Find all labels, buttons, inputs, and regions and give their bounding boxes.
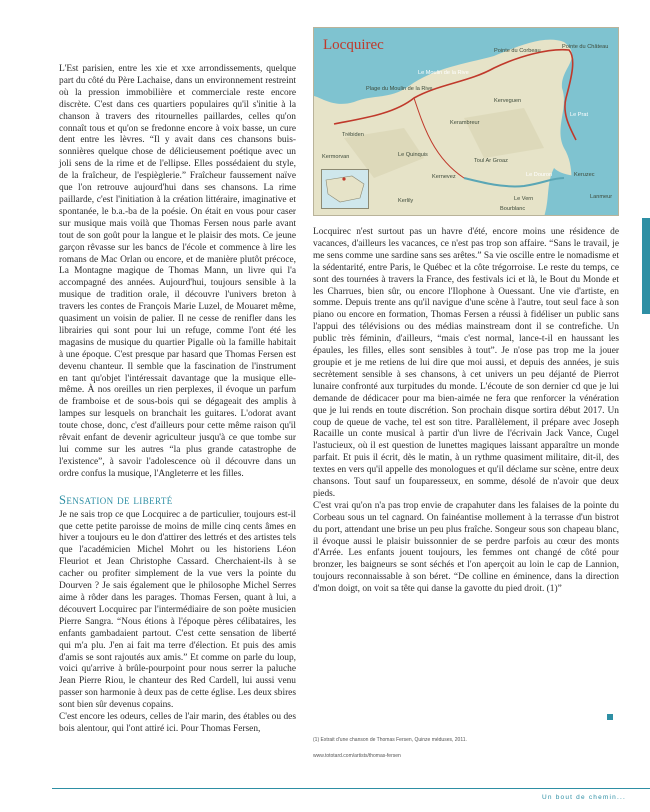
map-label: Toul Ar Groaz — [474, 158, 508, 164]
locquirec-map — [313, 27, 619, 216]
map-label: Pointe du Corbeau — [494, 48, 541, 54]
running-footer: Un bout de chemin... — [542, 794, 626, 801]
map-label: Kernevez — [432, 174, 456, 180]
map-label: Trébiden — [342, 132, 364, 138]
map-label: Plage du Moulin de la Rive — [366, 86, 433, 92]
body-paragraph: Locquirec n'est surtout pas un havre d'été, encore moins une résidence de vacances, d'ailleurs les vacances, ce n'est pas trop son affaire. “Sans le travail, je me sens comme une sardine sans ses arêtes.” Sa vie oscille entre le nomadisme et la sédentarité, entre Paris, le Québec et la côte trégorroise. Le reste du temps, ce sont des tournées à travers la France, des festivals ici et là, le Bout du Monde et les Charrues, bien sûr, ou encore l'Ilophone à Ouessant. Une vie d'artiste, en somme. Depuis trente ans qu'il navigue d'une scène à l'autre, tout seul face à son piano ou encore en formation, Thomas Fersen a réussi à fidéliser un public sans l'appui des télévisions ou des médias mainstream dont il se contrefiche. Un public très féminin, d'ailleurs, “mais c'est normal, lance-t-il en haussant les épaules, les filles, elles sont sensibles à tout”. Je n'ose pas trop me la jouer groupie et je me retiens de lui dire que moi aussi, et depuis des années, je suis secrètement sensible à ses chansons, à cet univers un peu déjanté de Pierrot lunaire confronté aux turpitudes du monde. L'écoute de son dernier cd que je lui demande de dédicacer pour ma bien-aimée ne fera que renforcer la vénération que je lui rends en toute discrétion. Son prochain disque sortira début 2017. Un coup de queue de vache, tel est son titre. Parallèlement, il prépare avec Joseph Racaille un conte musical à partir d'un livre de l'écrivain Jack Vance, Cugel l'astucieux, où il est question de lunettes magiques laissant apparaître un monde parfait. Et puis il écrit, dès le matin, à un rythme quasiment militaire, dit-il, des textes en vers qu'il appelle des monologues et qu'il déclame sur scène, entre deux chansons. Tout sauf un fouparesseux, en somme, désolé de n'avoir que deux pieds. — [313, 227, 619, 499]
body-paragraph: C'est encore les odeurs, celles de l'air marin, des étables ou des bois alentour, qui l'ont attiré ici. Pour Thomas Fersen, — [59, 712, 296, 734]
field — [464, 108, 544, 158]
map-label: Kerambreur — [450, 120, 480, 126]
map-label: Kerveguen — [494, 98, 522, 104]
map-label: Keruzec — [574, 172, 595, 178]
map-label: Le Prat — [570, 112, 589, 118]
section-heading: Sensation de liberté — [59, 492, 173, 507]
map-label: Kermorvan — [322, 154, 350, 160]
footnote: (1) Extrait d'une chanson de Thomas Fersen, Quinze méduses, 2011. — [313, 737, 467, 743]
map-label: Bourblanc — [500, 206, 526, 212]
map-label: Lanmeur — [590, 194, 613, 200]
map-title: Locquirec — [323, 37, 384, 53]
location-inset-map — [321, 169, 369, 209]
end-of-article-mark — [607, 714, 613, 720]
location-marker-icon — [342, 177, 345, 180]
right-column — [313, 227, 619, 596]
inset-drawing — [322, 170, 368, 208]
map-label: Le Moulin de la Rive — [418, 70, 469, 76]
body-paragraph: L'Est parisien, entre les xie et xxe arrondissements, quelque part du côté du Père Lachaise, dans un environnement restreint où la pression immobilière et commerciale reste encore discrète. C'est dans ces quartiers populaires qu'il s'initie à la chanson à travers des ritournelles paillardes, celles qu'on connaît tous et qu'on se fredonne encore à voix basse, un cure dent entre les lèvres. “Il y avait dans ces chansons buissonnières quelque chose de délicieusement poétique avec un joli sens de la rime et de l'ellipse. Elles possédaient du style, de la fraîcheur, de l'espièglerie.” Fraîcheur faussement naïve que l'on retrouve aujourd'hui dans ses chansons. La rime paillarde, c'est l'initiation à la création littéraire, imaginative et spontanée, le b.a.-ba de la poésie. On était en vous pour caser sur musique mais voilà que Thomas Fersen nous parle avant tout de son goût pour la langue et le plaisir des mots. Ce jeune garçon rêvasse sur les bancs de l'école et commence à lire les romans de Mac Orlan ou encore, et de manière plutôt précoce, La Montagne magique de Thomas Mann, un livre qui l'a accompagné des années. Aujourd'hui, toujours sensible à la musique de tradition orale, il découvre l'univers breton à travers les contes de François Marie Luzel, de Mouaret même, quasiment un voisin de palier. Il ne cesse de renifler dans les librairies qui sont pour lui un refuge, comme l'ont été les magasins de musique du quartier Pigalle où la famille habitait à une époque. C'est presque par hasard que Thomas Fersen est devenu chanteur. Il semble que la fascination de l'instrument en tant qu'objet l'intéressait davantage que la musique elle-même. À nos oreilles un rien perplexes, il évoque un parfum de framboise et de sous-bois qui se dégageait des amplis à lampes sur lesquels on branchait les guitares. L'odorat avant toute chose, donc, c'est d'ailleurs pour cette même raison qu'il rêvait enfant de devenir agriculteur jusqu'à ce que tombe sur lui comme sur les autres “la plus grande catastrophe de l'existence”, à savoir l'adolescence où il découvre dans un ordre confus la musique, l'Angleterre et les filles. — [59, 64, 296, 479]
map-label: Le Quinquis — [398, 152, 428, 158]
footer-rule — [52, 788, 650, 789]
body-paragraph: Je ne sais trop ce que Locquirec a de particulier, toujours est-il que cette petite paroisse de moins de mille cinq cents âmes en hiver a toujours eu le don d'attirer des lettrés et des artistes tels que l'académicien Michel Mohrt ou les historiens Léon Fleuriot et Jean Christophe Cassard. Cherchaient-ils à se cacher ou profiter simplement de la vue vers la pointe du Dourven ? Je sais également que le philosophe Michel Serres aime à rôder dans les parages. Thomas Fersen, quant à lui, a découvert Locquirec par l'intermédiaire de son poète musicien Pierre Sangra. “Nous étions à l'époque pères célibataires, les enfants gambadaient partout. C'est cette sensation de liberté qui m'a plu. J'en ai fait ma terre d'élection. Et puis des amis d'amis se sont rajoutés aux amis.” Et comme on parle du loup, voici qu'arrive à brûle-pourpoint pour nous serrer la paluche Jean Pierre Riou, le chanteur des Red Cardell, lui aussi venu passer son harmonie à deux pas de cette église. Les deux sbires sont bien sûr devenus copains. — [59, 509, 296, 711]
map-label: Kerlily — [398, 198, 414, 204]
inland-road — [414, 98, 464, 178]
map-label: Le Vern — [514, 196, 534, 202]
left-column — [59, 64, 296, 736]
page-edge-tab — [642, 218, 650, 314]
body-paragraph: C'est vrai qu'on n'a pas trop envie de crapahuter dans les falaises de la pointe du Corbeau sous un tel cagnard. On fainéantise mollement à la terrasse d'un bistrot du port, attendant une brise un peu plus fraîche. Songeur sous son chapeau blanc, il évoque aussi le plaisir buissonnier de se perdre parfois au cœur des monts d'Arrée. Les enfants jouent toujours, les femmes ont changé de côté pour bronzer, les baigneurs se sont séchés et l'on aperçoit au loin le cap de Lannion, toujours reconnaissable à son béret. “De colline en éminence, dans la direction d'mon doigt, on voit sa tête qui danse la gavotte du pied droit. (1)” — [313, 500, 619, 595]
footnote-url: www.tototard.com/artists/thomas-fersen — [313, 753, 401, 759]
map-label: Le Douron — [526, 172, 553, 178]
map-label: Pointe du Château — [562, 44, 609, 50]
